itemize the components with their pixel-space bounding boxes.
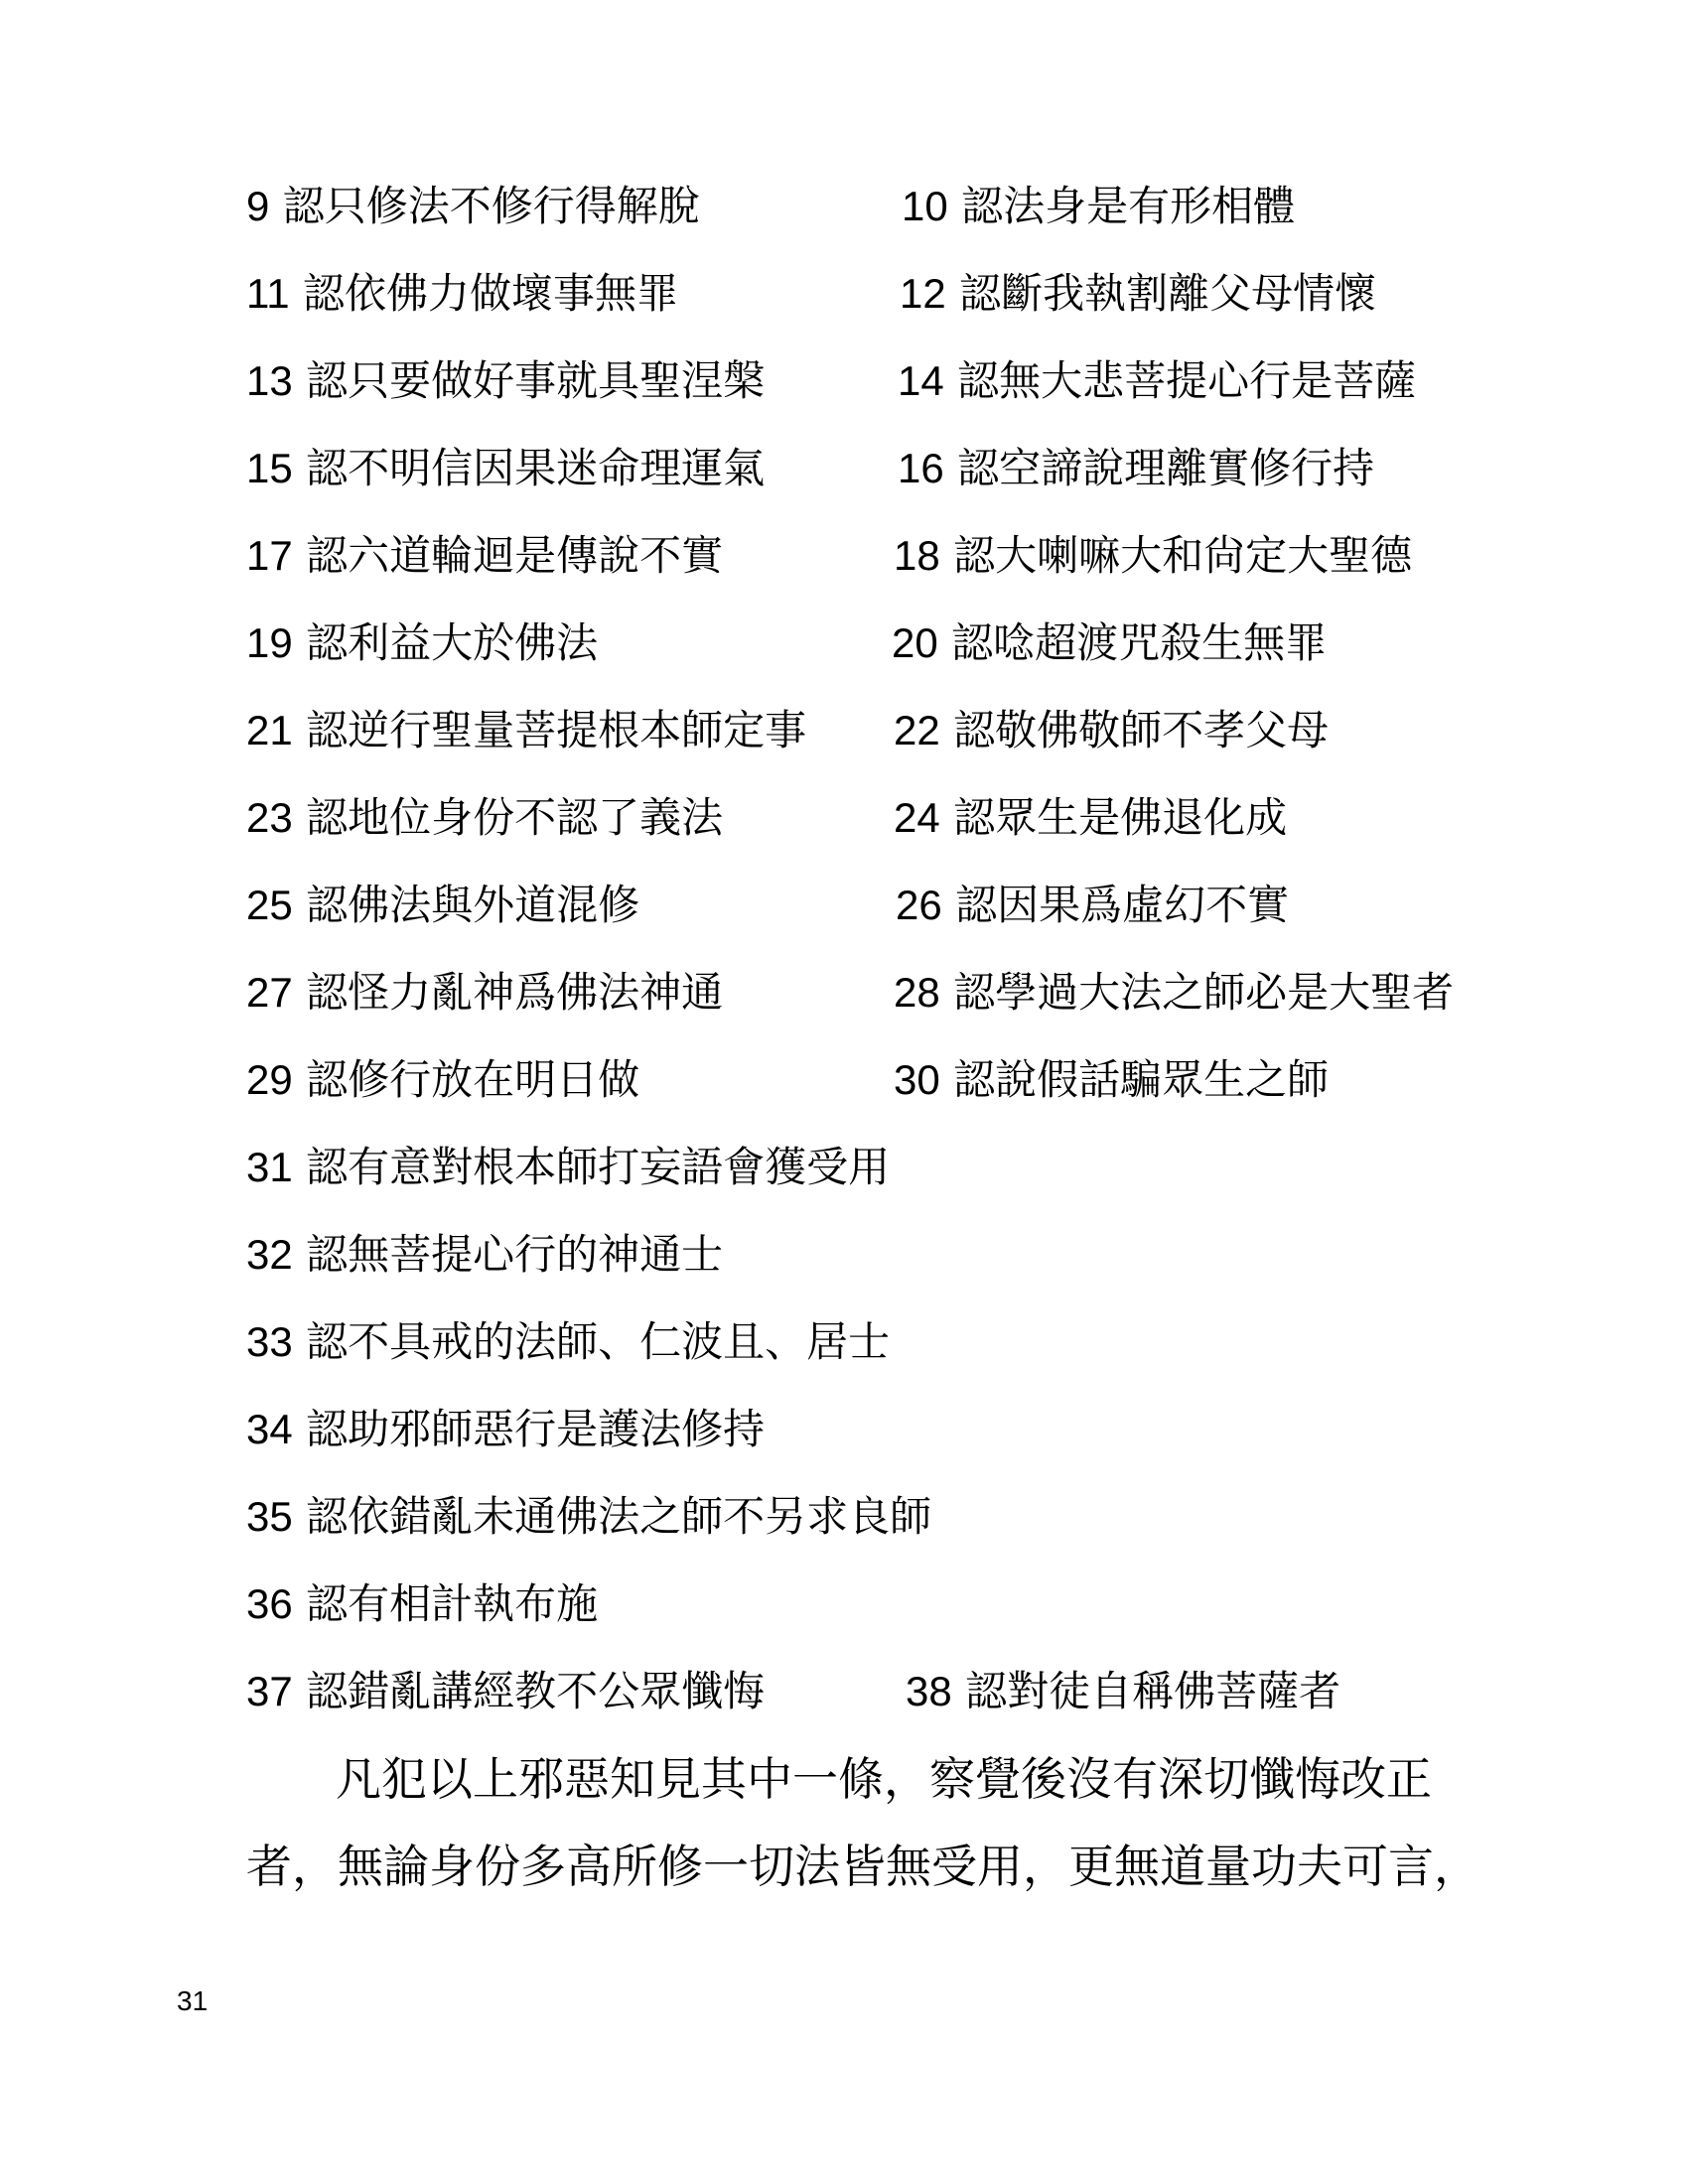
- item-text: 認因果爲虛幻不實: [955, 881, 1290, 929]
- item-number: 37: [246, 1668, 293, 1714]
- item-text: 認只要做好事就具聖涅槃: [306, 356, 766, 405]
- list-row: [246, 1662, 1537, 1721]
- item-number: 20: [892, 619, 938, 666]
- list-item-left: [246, 614, 598, 673]
- list-row: [246, 701, 1537, 760]
- item-number: 23: [246, 794, 293, 841]
- list-item-left: [246, 876, 639, 935]
- item-text: 認敬佛敬師不孝父母: [953, 706, 1330, 754]
- item-text: 認佛法與外道混修: [306, 881, 640, 929]
- item-number: 10: [902, 183, 948, 229]
- item-text: 認法身是有形相體: [961, 182, 1296, 230]
- item-text: 認只修法不修行得解脫: [282, 182, 700, 230]
- list-item-left: [246, 1400, 765, 1459]
- paragraph-line-1: 凡犯以上邪惡知見其中一條，察覺後沒有深切懺悔改正: [336, 1752, 1432, 1806]
- list-row: [246, 963, 1537, 1023]
- item-text: 認無菩提心行的神通士: [306, 1230, 724, 1279]
- list-item-left: [246, 963, 723, 1023]
- list-row: [246, 351, 1537, 411]
- list-row: [246, 1574, 1537, 1634]
- item-text: 認無大悲菩提心行是菩薩: [957, 356, 1417, 405]
- item-text: 認怪力亂神爲佛法神通: [306, 968, 724, 1017]
- item-number: 14: [898, 357, 944, 404]
- item-text: 認有相計執布施: [306, 1579, 599, 1628]
- list-item-left: [246, 1662, 765, 1721]
- list-item-right: [898, 351, 1416, 411]
- list-row: [246, 1138, 1537, 1197]
- item-text: 認錯亂講經教不公眾懺悔: [306, 1667, 766, 1715]
- list-row: [246, 876, 1537, 935]
- list-item-right: [894, 526, 1412, 586]
- list-row: [246, 526, 1537, 586]
- item-text: 認對徒自稱佛菩薩者: [965, 1667, 1341, 1715]
- list-row: [246, 264, 1537, 324]
- list-item-right: [894, 701, 1329, 760]
- item-number: 13: [246, 357, 293, 404]
- list-item-right: [892, 614, 1327, 673]
- item-text: 認斷我執割離父母情懷: [959, 269, 1377, 318]
- list-item-left: [246, 439, 765, 498]
- list-item-left: [246, 788, 723, 848]
- item-number: 28: [894, 969, 940, 1016]
- item-number: 16: [898, 445, 944, 491]
- item-number: 11: [246, 270, 290, 317]
- item-text: 認助邪師惡行是護法修持: [306, 1405, 766, 1453]
- item-text: 認逆行聖量菩提根本師定事: [306, 706, 807, 754]
- item-text: 認說假話騙眾生之師: [953, 1055, 1330, 1104]
- list-row: [246, 1225, 1537, 1285]
- item-number: 9: [246, 183, 270, 229]
- item-number: 29: [246, 1056, 293, 1103]
- list-row: [246, 439, 1537, 498]
- list-item-left: [246, 526, 723, 586]
- item-text: 認唸超渡咒殺生無罪: [951, 618, 1328, 667]
- list-item-left: [246, 1050, 639, 1110]
- item-text: 認眾生是佛退化成: [953, 793, 1288, 842]
- item-text: 認地位身份不認了義法: [306, 793, 724, 842]
- item-text: 認六道輪迴是傳說不實: [306, 531, 724, 580]
- item-number: 21: [246, 707, 293, 753]
- page-number: 31: [177, 1985, 209, 2016]
- list-item-right: [896, 876, 1289, 935]
- list-item-right: [894, 788, 1287, 848]
- list-item-left: [246, 177, 700, 236]
- item-number: 12: [900, 270, 946, 317]
- item-number: 38: [906, 1668, 952, 1714]
- list-row: [246, 1312, 1537, 1372]
- list-row: [246, 1400, 1537, 1459]
- item-number: 17: [246, 532, 293, 579]
- list-row: [246, 1050, 1537, 1110]
- list-item-right: [894, 1050, 1329, 1110]
- list-row: [246, 788, 1537, 848]
- item-number: 26: [896, 882, 942, 928]
- item-text: 認利益大於佛法: [306, 618, 599, 667]
- item-number: 34: [246, 1406, 293, 1452]
- list-item-right: [902, 177, 1295, 236]
- list-item-left: [246, 264, 678, 324]
- list-item-right: [898, 439, 1374, 498]
- paragraph-line-2: 者，無論身份多高所修一切法皆無受用，更無道量功夫可言，: [246, 1840, 1479, 1893]
- list-item-left: [246, 1574, 598, 1634]
- item-number: 25: [246, 882, 293, 928]
- item-number: 35: [246, 1493, 293, 1540]
- list-item-right: [906, 1662, 1340, 1721]
- list-item-left: [246, 351, 765, 411]
- item-number: 24: [894, 794, 940, 841]
- list-item-left: [246, 1138, 890, 1197]
- item-text: 認大喇嘛大和尙定大聖德: [953, 531, 1413, 580]
- item-text: 認依錯亂未通佛法之師不另求良師: [306, 1492, 932, 1541]
- item-text: 認不具戒的法師、仁波且、居士: [306, 1317, 891, 1366]
- item-number: 22: [894, 707, 940, 753]
- item-number: 36: [246, 1580, 293, 1627]
- item-text: 認有意對根本師打妄語會獲受用: [306, 1143, 891, 1191]
- list-item-left: [246, 701, 806, 760]
- item-number: 33: [246, 1318, 293, 1365]
- list-item-right: [900, 264, 1376, 324]
- item-number: 19: [246, 619, 293, 666]
- item-text: 認學過大法之師必是大聖者: [953, 968, 1455, 1017]
- item-text: 認不明信因果迷命理運氣: [306, 444, 766, 492]
- item-text: 認修行放在明日做: [306, 1055, 640, 1104]
- item-text: 認依佛力做壞事無罪: [302, 269, 678, 318]
- item-number: 15: [246, 445, 293, 491]
- item-number: 18: [894, 532, 940, 579]
- list-item-left: [246, 1487, 931, 1547]
- list-row: [246, 177, 1537, 236]
- list-item-left: [246, 1225, 723, 1285]
- item-number: 27: [246, 969, 293, 1016]
- item-text: 認空諦說理離實修行持: [957, 444, 1375, 492]
- list-row: [246, 1487, 1537, 1547]
- item-number: 30: [894, 1056, 940, 1103]
- list-row: [246, 614, 1537, 673]
- list-item-left: [246, 1312, 890, 1372]
- item-number: 32: [246, 1231, 293, 1278]
- list-item-right: [894, 963, 1454, 1023]
- item-number: 31: [246, 1144, 293, 1190]
